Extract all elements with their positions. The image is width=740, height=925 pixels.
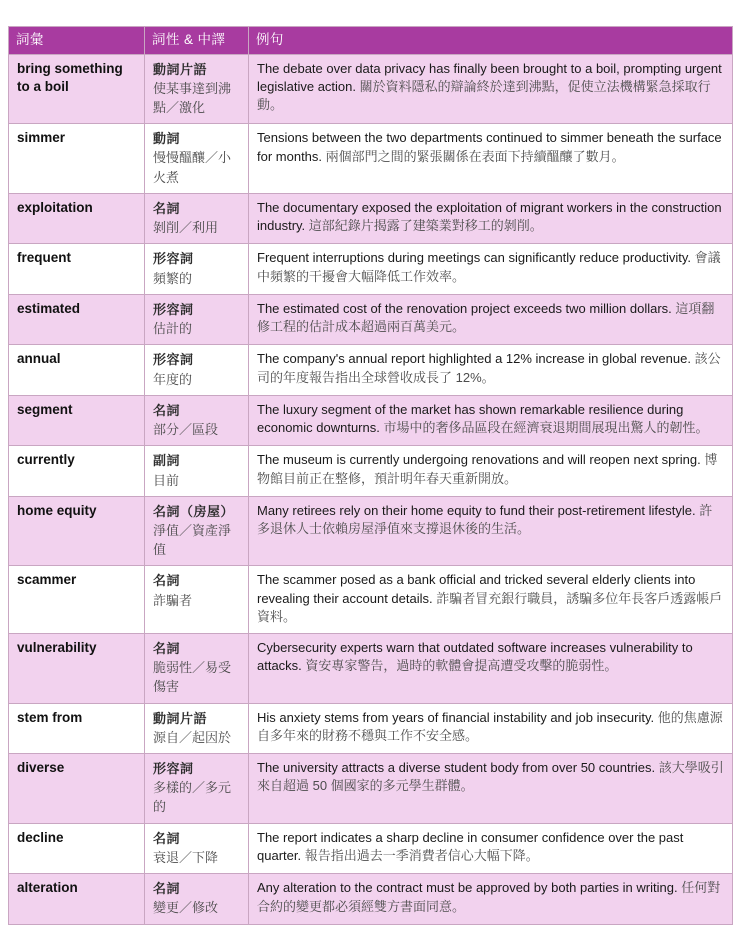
example-english: His anxiety stems from years of financial instability and job insecurity. [257, 709, 655, 725]
pos-type: 名詞 [153, 402, 181, 418]
cell-term: exploitation [9, 193, 145, 243]
cell-term: stem from [9, 703, 145, 753]
example-english: The company's annual report highlighted a 12% increase in global revenue. [257, 351, 691, 367]
cell-example [249, 446, 733, 496]
pos-translation: 變更／修改 [153, 900, 219, 916]
example-chinese: 這項翻修工程的估計成本超過兩百萬美元。 [257, 300, 715, 335]
cell-example [249, 124, 733, 194]
cell-term: frequent [9, 244, 145, 294]
example-english: Frequent interruptions during meetings can significantly reduce productivity. [257, 250, 692, 266]
cell-pos [145, 703, 249, 753]
cell-term: home equity [9, 496, 145, 566]
pos-type: 形容詞 [153, 352, 194, 368]
table-row [9, 703, 733, 753]
cell-example [249, 633, 733, 703]
cell-term: estimated [9, 294, 145, 344]
example-english: Tensions between the two departments continued to simmer beneath the surface for months. [257, 130, 722, 164]
pos-translation: 估計的 [153, 321, 193, 337]
example-chinese: 任何對合約的變更都必須經雙方書面同意。 [257, 880, 721, 914]
column-header-term: 詞彙 [9, 27, 145, 55]
cell-example [249, 345, 733, 395]
cell-pos [145, 244, 249, 294]
cell-term: bring something to a boil [9, 54, 145, 124]
example-chinese: 會議中頻繁的干擾會大幅降低工作效率。 [257, 250, 721, 284]
example-chinese: 報告指出過去一季消費者信心大幅下降。 [304, 848, 539, 864]
pos-translation: 多樣的／多元的 [153, 780, 232, 815]
example-chinese: 博物館目前正在整修，預計明年春天重新開放。 [257, 452, 718, 486]
table-row [9, 54, 733, 124]
example-chinese: 詐騙者冒充銀行職員，誘騙多位年長客戶透露帳戶資料。 [257, 590, 723, 625]
table-row [9, 124, 733, 194]
table-row [9, 395, 733, 445]
pos-translation: 年度的 [153, 371, 193, 387]
cell-pos [145, 446, 249, 496]
vocabulary-table [8, 26, 733, 925]
example-english: Any alteration to the contract must be approved by both parties in writing. [257, 880, 678, 896]
table-row [9, 823, 733, 873]
pos-type: 動詞 [153, 131, 181, 147]
table-row [9, 345, 733, 395]
cell-pos [145, 54, 249, 124]
cell-term: segment [9, 395, 145, 445]
cell-example [249, 874, 733, 924]
cell-term: currently [9, 446, 145, 496]
pos-translation: 源自／起因於 [153, 729, 232, 745]
example-chinese: 該大學吸引來自超過 50 個國家的多元學生群體。 [257, 759, 724, 794]
pos-type: 副詞 [153, 453, 181, 469]
table-row [9, 874, 733, 924]
column-header-pos: 詞性 & 中譯 [145, 27, 249, 55]
pos-type: 動詞片語 [153, 710, 208, 726]
table-body [9, 54, 733, 924]
example-english: The report indicates a sharp decline in consumer confidence over the past quarter. [257, 829, 684, 864]
cell-term: vulnerability [9, 633, 145, 703]
pos-type: 名詞（房屋） [153, 503, 235, 519]
example-chinese: 許多退休人士依賴房屋淨值來支撐退休後的生活。 [257, 502, 713, 537]
example-english: Cybersecurity experts warn that outdated software increases vulnerability to attacks. [257, 639, 693, 674]
cell-pos [145, 874, 249, 924]
table-row [9, 244, 733, 294]
pos-type: 名詞 [153, 881, 181, 897]
cell-term: scammer [9, 566, 145, 633]
example-chinese: 這部紀錄片揭露了建築業對移工的剝削。 [308, 218, 543, 234]
table-row [9, 633, 733, 703]
cell-pos [145, 395, 249, 445]
cell-term: annual [9, 345, 145, 395]
pos-type: 名詞 [153, 640, 181, 656]
example-chinese: 市場中的奢侈品區段在經濟衰退期間展現出驚人的韌性。 [383, 420, 709, 436]
pos-translation: 目前 [153, 472, 180, 488]
example-chinese: 資安專家警告，過時的軟體會提高遭受攻擊的脆弱性。 [305, 658, 618, 674]
cell-example [249, 496, 733, 566]
pos-type: 名詞 [153, 830, 181, 846]
table-header-row [9, 27, 733, 55]
table-row [9, 446, 733, 496]
pos-type: 名詞 [153, 573, 181, 589]
example-english: The luxury segment of the market has shown remarkable resilience during economic downturns. [257, 401, 684, 436]
example-chinese: 該公司的年度報告指出全球營收成長了 12%。 [257, 351, 721, 385]
cell-example [249, 244, 733, 294]
pos-translation: 剝削／利用 [153, 220, 219, 236]
cell-pos [145, 823, 249, 873]
cell-pos [145, 193, 249, 243]
example-english: The debate over data privacy has finally been brought to a boil, prompting urgent legislative action. [257, 60, 722, 94]
cell-example [249, 753, 733, 823]
pos-translation: 衰退／下降 [153, 849, 219, 865]
example-english: The documentary exposed the exploitation of migrant workers in the construction industry. [257, 199, 722, 234]
table-row [9, 294, 733, 344]
example-english: The museum is currently undergoing renovations and will reopen next spring. [257, 452, 701, 468]
cell-example [249, 294, 733, 344]
pos-translation: 詐騙者 [153, 592, 193, 608]
pos-translation: 慢慢醞釀／小火煮 [153, 150, 232, 185]
cell-example [249, 54, 733, 124]
cell-pos [145, 294, 249, 344]
cell-example [249, 193, 733, 243]
cell-example [249, 566, 733, 633]
pos-translation: 部分／區段 [153, 422, 219, 438]
example-chinese: 關於資料隱私的辯論終於達到沸點，促使立法機構緊急採取行動。 [257, 78, 711, 113]
cell-pos [145, 566, 249, 633]
cell-pos [145, 496, 249, 566]
example-english: Many retirees rely on their home equity to fund their post-retirement lifestyle. [257, 502, 696, 518]
column-header-example: 例句 [249, 27, 733, 55]
example-chinese: 兩個部門之間的緊張關係在表面下持續醞釀了數月。 [325, 148, 625, 164]
cell-example [249, 703, 733, 753]
cell-pos [145, 124, 249, 194]
cell-term: diverse [9, 753, 145, 823]
table-header [9, 27, 733, 55]
pos-type: 形容詞 [153, 251, 194, 267]
pos-type: 動詞片語 [153, 61, 208, 77]
cell-example [249, 823, 733, 873]
pos-type: 形容詞 [153, 760, 194, 776]
cell-pos [145, 753, 249, 823]
pos-type: 名詞 [153, 200, 181, 216]
example-english: The estimated cost of the renovation project exceeds two million dollars. [257, 300, 672, 316]
table-row [9, 193, 733, 243]
table-row [9, 496, 733, 566]
pos-translation: 淨值／資產淨值 [153, 522, 232, 558]
table-row [9, 566, 733, 633]
cell-term: decline [9, 823, 145, 873]
pos-translation: 頻繁的 [153, 270, 193, 286]
cell-term: alteration [9, 874, 145, 924]
pos-translation: 脆弱性／易受傷害 [153, 660, 232, 695]
example-english: The scammer posed as a bank official and tricked several elderly clients into revealing their account details. [257, 572, 696, 606]
cell-term: simmer [9, 124, 145, 194]
pos-translation: 使某事達到沸點／激化 [153, 80, 232, 115]
cell-pos [145, 633, 249, 703]
example-english: The university attracts a diverse student body from over 50 countries. [257, 759, 656, 775]
example-chinese: 他的焦慮源自多年來的財務不穩與工作不安全感。 [257, 709, 723, 743]
pos-type: 形容詞 [153, 301, 194, 317]
table-row [9, 753, 733, 823]
cell-pos [145, 345, 249, 395]
cell-example [249, 395, 733, 445]
